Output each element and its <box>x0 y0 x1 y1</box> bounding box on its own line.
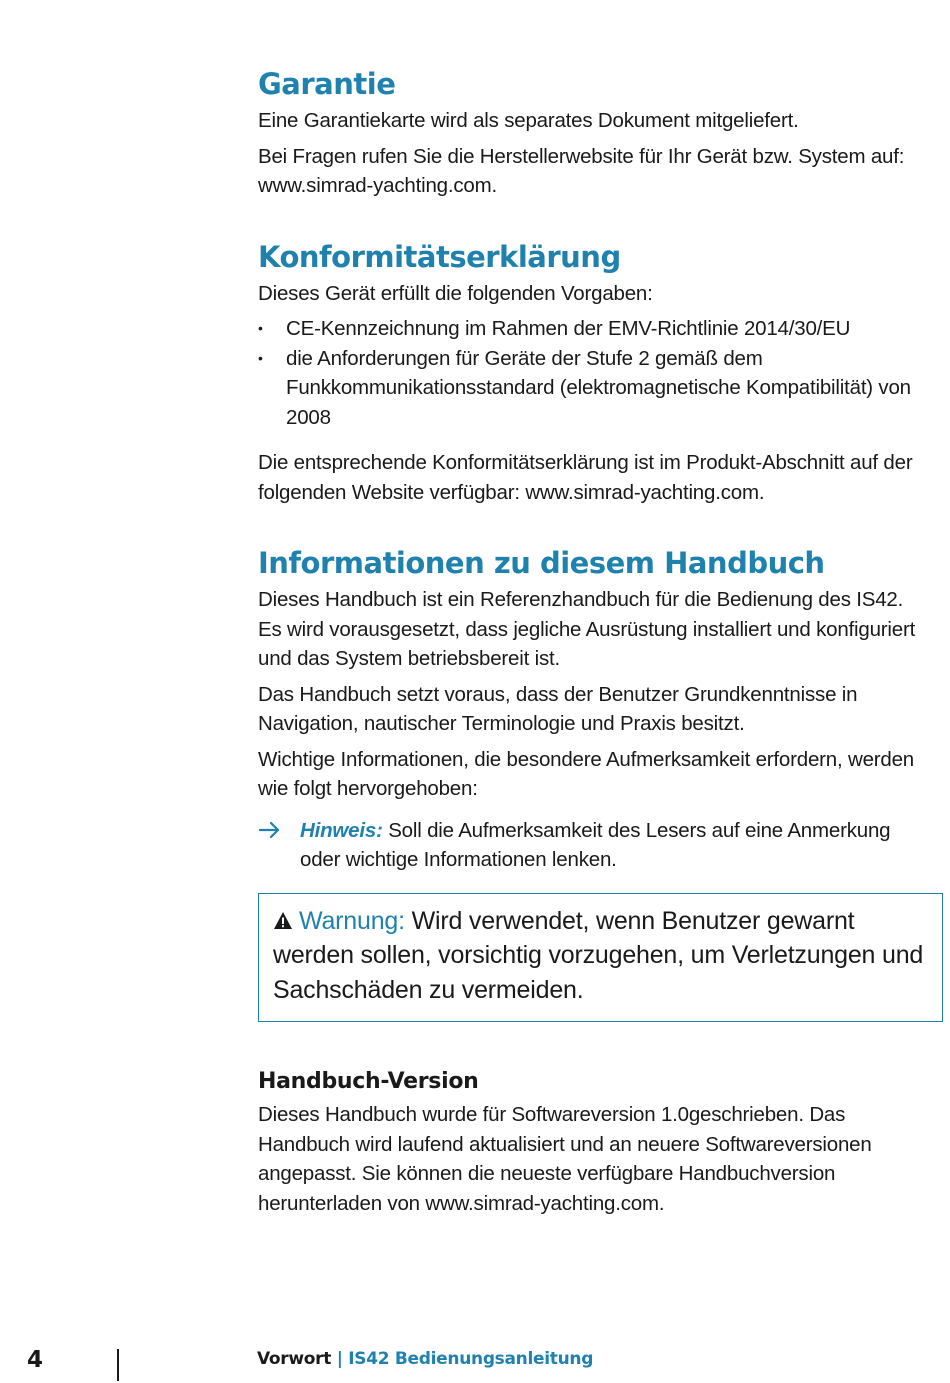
section-title-garantie: Garantie <box>258 67 396 101</box>
warning-label: Warnung: <box>299 906 405 935</box>
konformitaet-bullet-list <box>258 314 928 432</box>
handbuch-info-paragraph-2: Das Handbuch setzt voraus, dass der Benutzer Grundkenntnisse in Navigation, nautischer Terminologie und Praxis besitzt. <box>258 682 858 735</box>
handbuch-version-paragraph: Dieses Handbuch wurde für Softwareversion 1.0geschrieben. Das Handbuch wird laufend aktualisiert und an neuere Softwareversionen angepasst. Sie können die neueste verfügbare Handbuchversion herunterladen von www.simrad-yachting.com. <box>258 1103 872 1215</box>
handbuch-info-paragraph-3: Wichtige Informationen, die besondere Aufmerksamkeit erfordern, werden wie folgt hervorgehoben: <box>258 747 915 800</box>
list-item-text: die Anforderungen für Geräte der Stufe 2 gemäß dem Funkkommunikationsstandard (elektromagnetische Kompatibilität) von 2008 <box>286 346 911 429</box>
footer-separator: | <box>331 1349 349 1369</box>
section-title-handbuch-version: Handbuch-Version <box>258 1069 479 1094</box>
footer-divider <box>117 1349 119 1381</box>
arrow-right-icon <box>258 818 282 842</box>
bullet-icon: • <box>258 349 263 366</box>
section-title-handbuch-info: Informationen zu diesem Handbuch <box>258 546 825 580</box>
konformitaet-paragraph-2: Die entsprechende Konformitätserklärung ist im Produkt-Abschnitt auf der folgenden Website verfügbar: www.simrad-yachting.com. <box>258 451 913 504</box>
warning-triangle-icon <box>273 911 293 930</box>
handbuch-info-paragraph-1: Dieses Handbuch ist ein Referenzhandbuch für die Bedienung des IS42. Es wird vorausgesetzt, dass jegliche Ausrüstung installiert und konfiguriert und das System betriebsbereit ist. <box>258 588 916 670</box>
list-item <box>258 314 928 344</box>
bullet-icon: • <box>258 320 263 336</box>
page-number: 4 <box>27 1347 44 1373</box>
warning-text: Wird verwendet, wenn Benutzer gewarnt werden sollen, vorsichtig vorzugehen, um Verletzungen und Sachschäden zu vermeiden. <box>273 906 924 1004</box>
page-content <box>258 62 928 1218</box>
section-title-konformitaet: Konformitätserklärung <box>258 239 621 274</box>
garantie-paragraph-2: Bei Fragen rufen Sie die Herstellerwebsite für Ihr Gerät bzw. System auf: www.simrad-yachting.com. <box>258 144 905 197</box>
note-callout <box>258 816 928 875</box>
footer-running-title <box>257 1349 593 1369</box>
warning-box <box>258 893 943 1023</box>
note-label: Hinweis: <box>300 818 383 842</box>
note-text: Soll die Aufmerksamkeit des Lesers auf eine Anmerkung oder wichtige Informationen lenken. <box>300 818 891 871</box>
konformitaet-intro: Dieses Gerät erfüllt die folgenden Vorgaben: <box>258 281 653 305</box>
garantie-paragraph-1: Eine Garantiekarte wird als separates Dokument mitgeliefert. <box>258 109 799 132</box>
list-item <box>258 344 928 433</box>
footer-chapter: Vorwort <box>257 1349 332 1369</box>
footer-manual-title: IS42 Bedienungsanleitung <box>348 1349 594 1369</box>
list-item-text: CE-Kennzeichnung im Rahmen der EMV-Richtlinie 2014/30/EU <box>286 317 851 340</box>
